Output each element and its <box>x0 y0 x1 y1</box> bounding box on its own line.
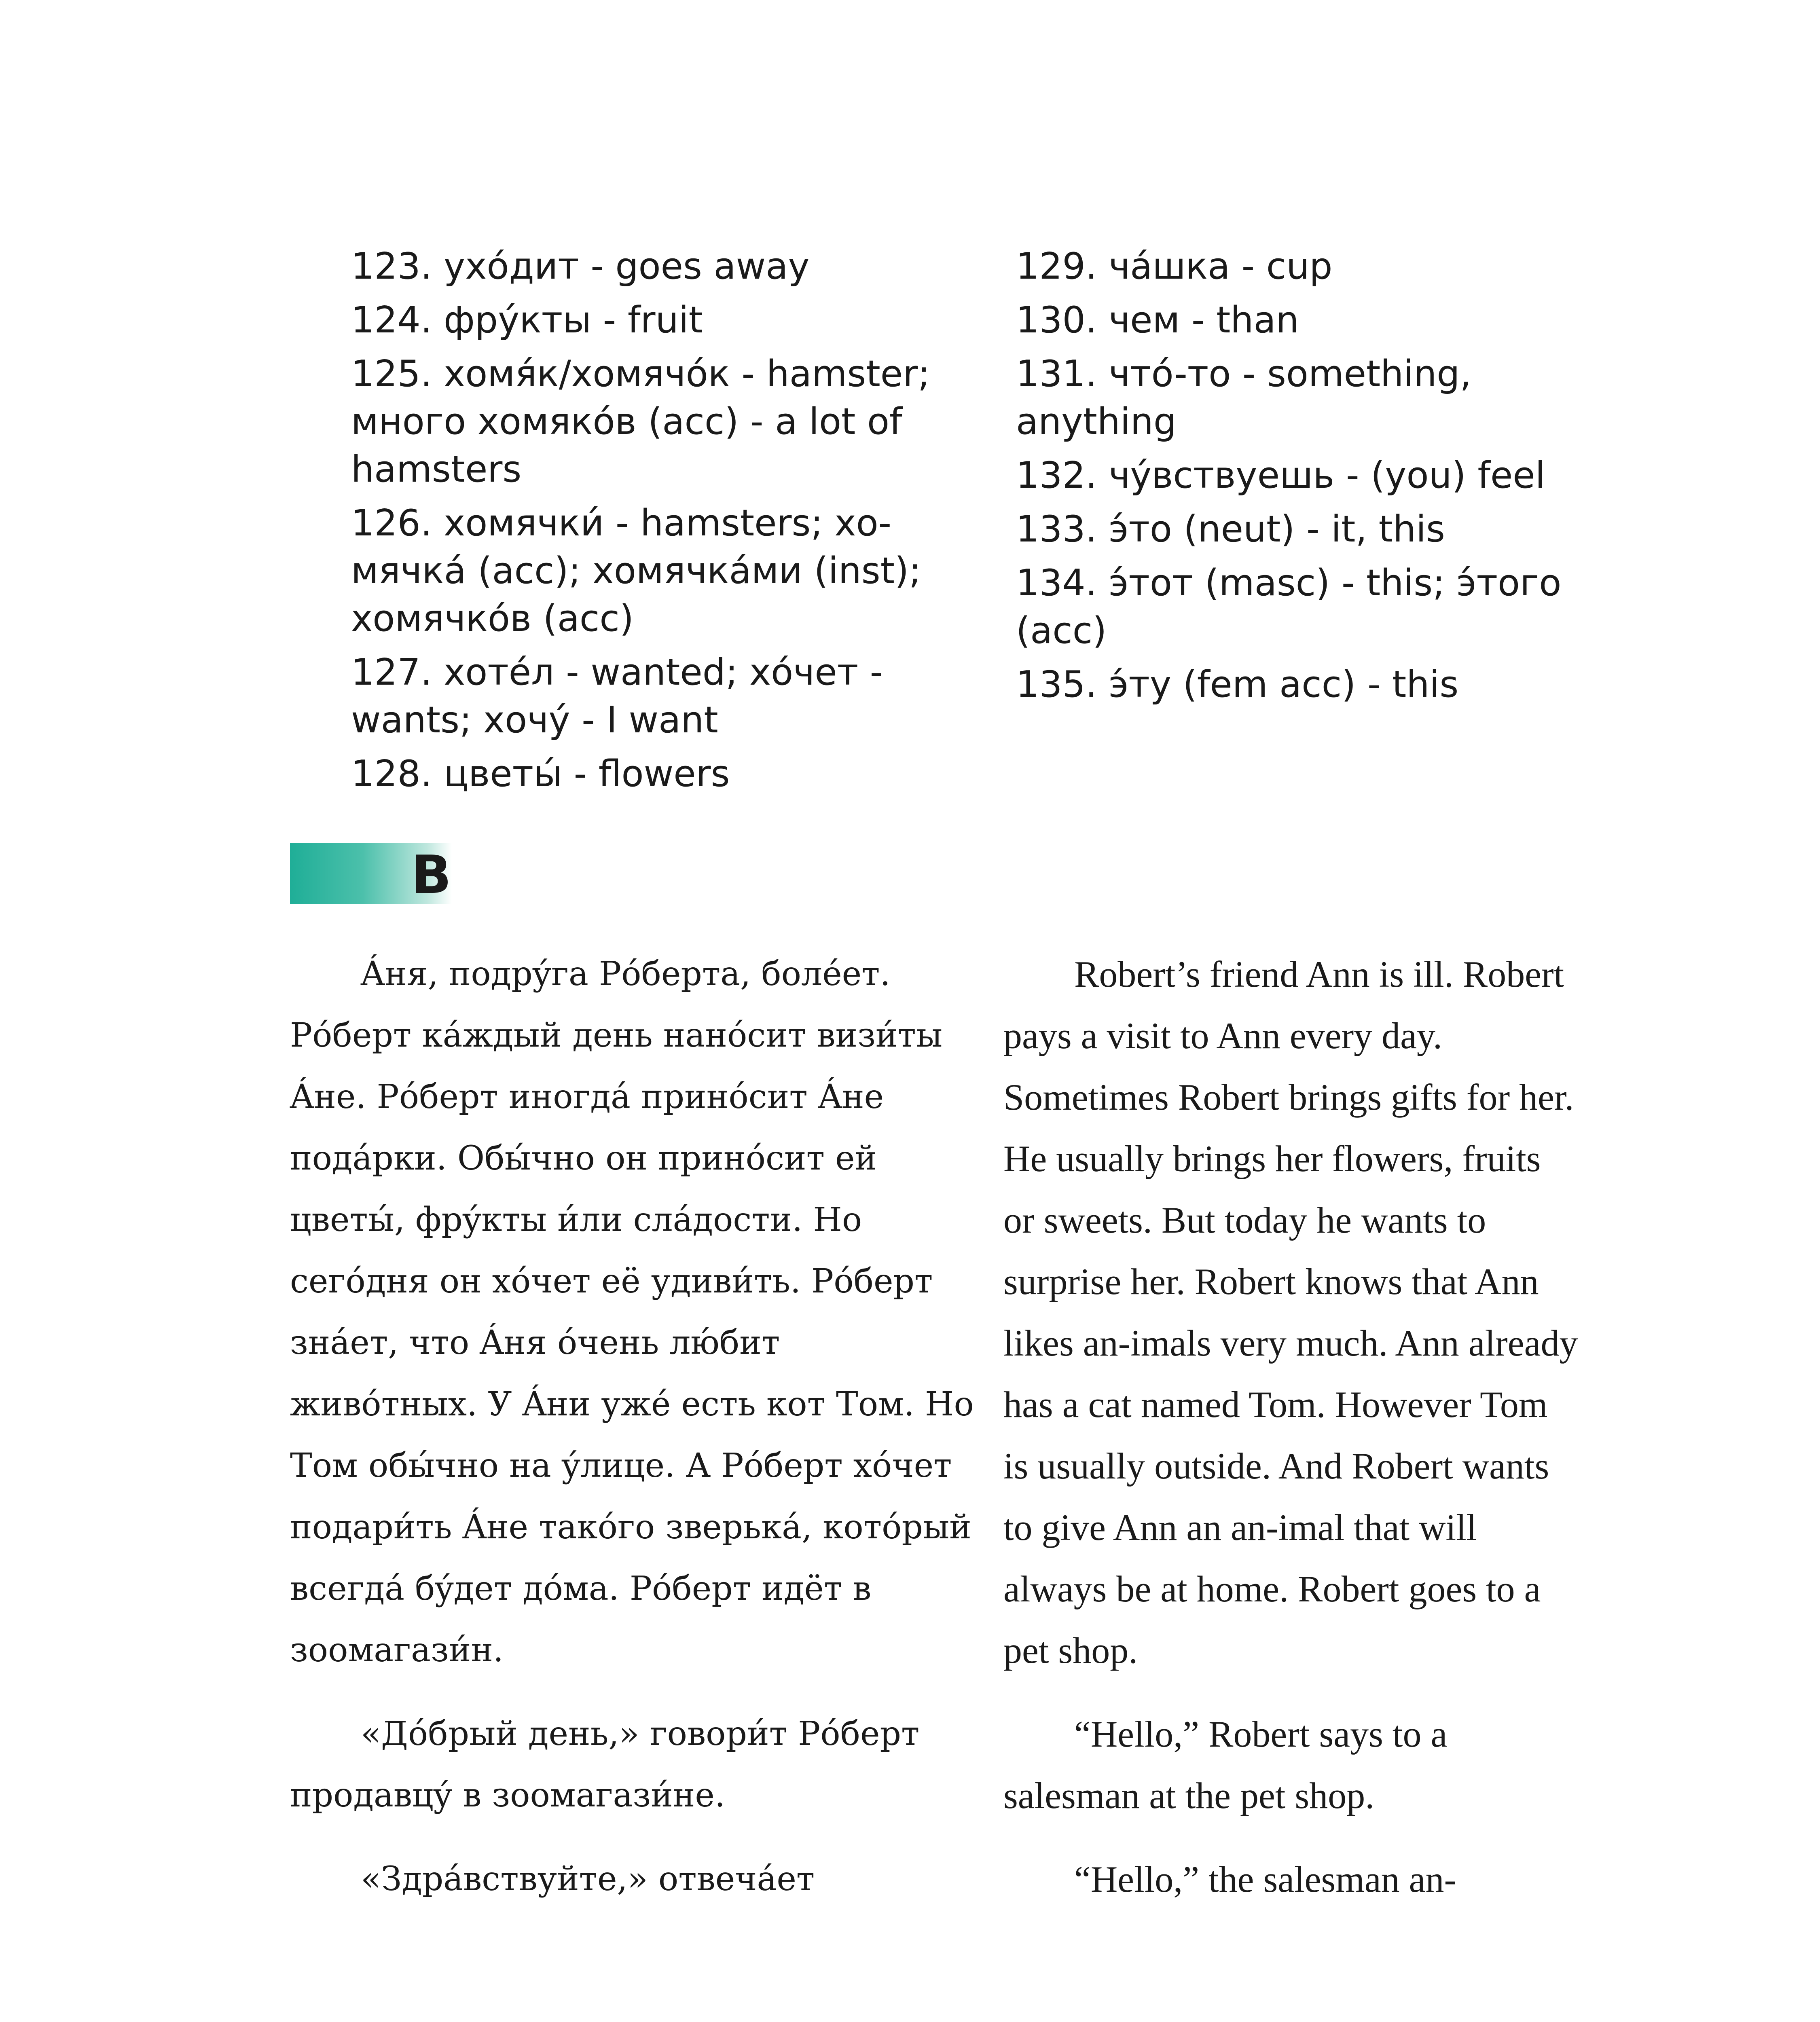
russian-paragraph: Áня, подрýга Рóберта, болéет. Рóберт кáждый день нанóсит визи́ты Áне. Рóберт иногдá принóсит Áне подáрки. Обы́чно он принóсит ей цветы́, фрýкты и́ли слáдости. Но сегóдня он хóчет её удиви́ть. Рóберт знáет, что Áня óчень лю́бит живóтных. У Áни ужé есть кот Том. Но Том обы́чно на ýлице. А Рóберт хóчет подари́ть Áне такóго зверькá, котóрый всегдá бýдет дóма. Рóберт идёт в зоомагази́н. <box>290 955 974 1669</box>
english-paragraph: “Hello,” Robert says to a salesman at the pet shop. <box>1003 1713 1448 1816</box>
vocab-list-right <box>1016 243 1578 715</box>
section-header <box>290 843 452 904</box>
english-text-column <box>1003 943 1580 1932</box>
vocab-item: 133. э́то (neut) - it, this <box>1016 508 1445 550</box>
vocab-item: 134. э́тот (masc) - this; э́того (acc) <box>1016 562 1562 652</box>
vocab-item: 125. хомя́к/хомячóк - hamster; много хомякóв (acc) - a lot of hamsters <box>351 353 930 491</box>
vocab-item: 127. хотéл - wanted; хóчет - wants; хочý - I want <box>351 651 883 741</box>
vocab-item: 128. цветы́ - flowers <box>351 753 730 795</box>
vocab-item: 129. чáшка - cup <box>1016 245 1333 288</box>
english-paragraph: “Hello,” the salesman an- <box>1074 1859 1457 1900</box>
vocab-item: 130. чем - than <box>1016 299 1299 341</box>
vocab-item: 123. ухóдит - goes away <box>351 245 810 288</box>
vocab-item: 135. э́ту (fem acc) - this <box>1016 663 1459 706</box>
russian-paragraph: «Здрáвствуйте,» отвечáет <box>361 1860 815 1898</box>
vocab-list-left <box>351 243 958 804</box>
vocab-item: 131. чтó-то - something, anything <box>1016 353 1472 443</box>
vocab-item: 132. чýвствуешь - (you) feel <box>1016 454 1545 497</box>
russian-paragraph: «Дóбрый день,» говори́т Рóберт продавцý в зоомагази́не. <box>290 1715 920 1815</box>
vocab-item: 126. хомячки́ - hamsters; хо-мячкá (acc); хомячкáми (inst); хомячкóв (acc) <box>351 502 921 640</box>
vocab-item: 124. фрýкты - fruit <box>351 299 703 341</box>
russian-text-column <box>290 943 978 1932</box>
section-letter: B <box>411 844 452 905</box>
english-paragraph: Robert’s friend Ann is ill. Robert pays a visit to Ann every day. Sometimes Robert brings gifts for her. He usually brings her flowers, fruits or sweets. But today he wants to surprise her. Robert knows that Ann likes an-imals very much. Ann already has a cat named Tom. However Tom is usually outside. And Robert wants to give Ann an an-imal that will always be at home. Robert goes to a pet shop. <box>1003 954 1578 1671</box>
